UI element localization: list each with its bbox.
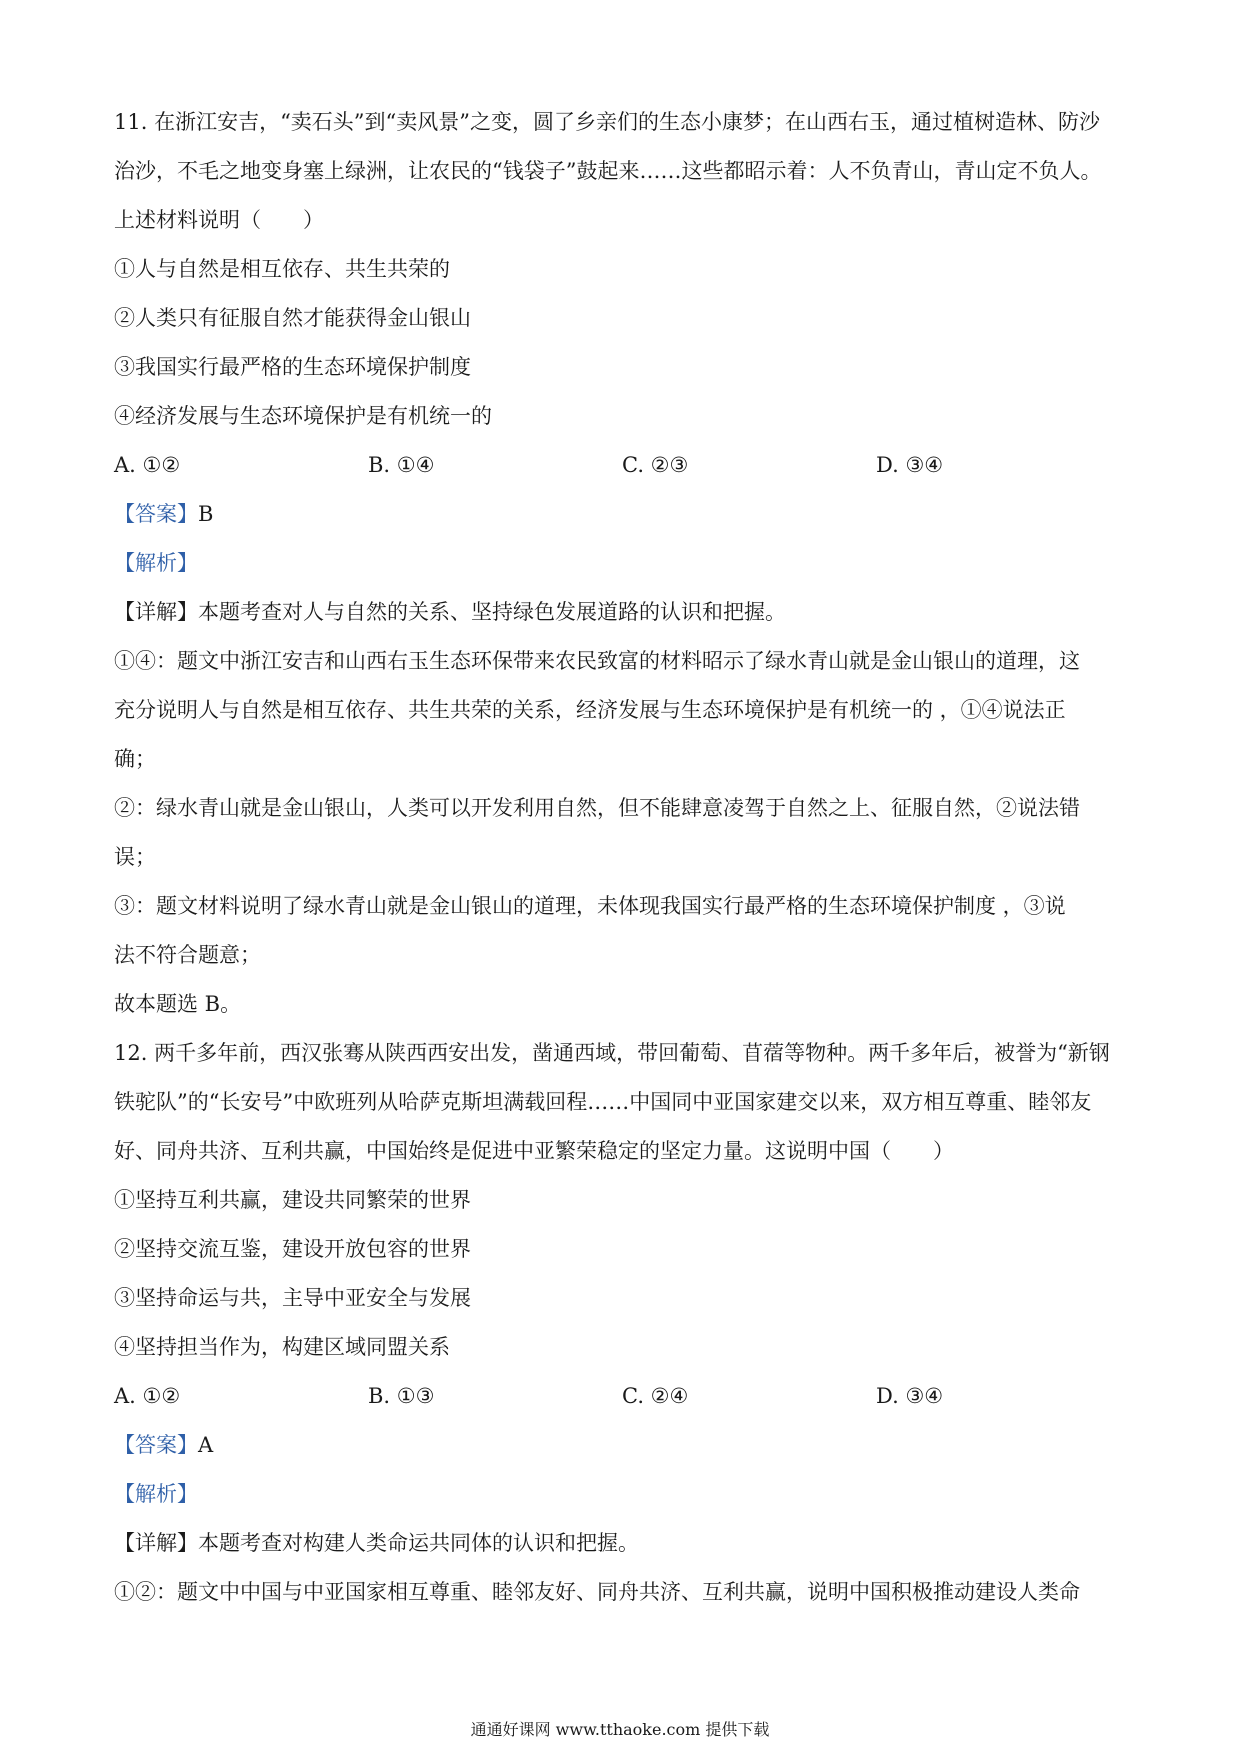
- analysis-tag: 【解析】: [114, 551, 198, 575]
- explanation-line: 确；: [114, 747, 156, 771]
- detail-line: [114, 588, 1134, 637]
- option-a: A. ①②: [114, 453, 181, 477]
- explanation-line: ①②：题文中中国与中亚国家相互尊重、睦邻友好、同舟共济、互利共赢，说明中国积极推动建设人类命: [114, 1580, 1080, 1604]
- answer-value: A: [198, 1433, 214, 1457]
- statement-1: ①人与自然是相互依存、共生共荣的: [114, 257, 450, 281]
- detail-line: [114, 1519, 1134, 1568]
- question-stem-line: 上述材料说明（ ）: [114, 208, 324, 232]
- answer-options: [114, 441, 1134, 490]
- option-d: D. ③④: [876, 1384, 944, 1408]
- statement-2: ②坚持交流互鉴，建设开放包容的世界: [114, 1237, 471, 1261]
- option-a: A. ①②: [114, 1384, 181, 1408]
- answer-options: [114, 1372, 1134, 1421]
- explanation-line: 误；: [114, 845, 156, 869]
- analysis-line: [114, 1470, 1134, 1519]
- explanation-line: ③：题文材料说明了绿水青山就是金山银山的道理，未体现我国实行最严格的生态环境保护制度 ，③说: [114, 894, 1066, 918]
- answer-tag: 【答案】: [114, 1433, 198, 1457]
- page-content: [114, 98, 1134, 1617]
- analysis-line: [114, 539, 1134, 588]
- question-stem-line: 好、同舟共济、互利共赢，中国始终是促进中亚繁荣稳定的坚定力量。这说明中国（ ）: [114, 1139, 954, 1163]
- answer-line: [114, 1421, 1134, 1470]
- question-stem-line: 11. 在浙江安吉，“卖石头”到“卖风景”之变，圆了乡亲们的生态小康梦；在山西右玉，通过植树造林、防沙: [114, 110, 1101, 134]
- answer-line: [114, 490, 1134, 539]
- statement-1: ①坚持互利共赢，建设共同繁荣的世界: [114, 1188, 471, 1212]
- statement-3: ③我国实行最严格的生态环境保护制度: [114, 355, 471, 379]
- question-stem-line: 治沙，不毛之地变身塞上绿洲，让农民的“钱袋子”鼓起来……这些都昭示着：人不负青山，青山定不负人。: [114, 159, 1102, 183]
- option-d: D. ③④: [876, 453, 944, 477]
- page-footer: 通通好课网 www.tthaoke.com 提供下载: [470, 1720, 770, 1739]
- explanation-line: 故本题选 B。: [114, 992, 242, 1016]
- detail-intro: 本题考查对构建人类命运共同体的认识和把握。: [198, 1531, 639, 1555]
- explanation-line: ①④：题文中浙江安吉和山西右玉生态环保带来农民致富的材料昭示了绿水青山就是金山银山的道理，这: [114, 649, 1080, 673]
- option-b: B. ①④: [368, 453, 435, 477]
- question-stem-line: 12. 两千多年前，西汉张骞从陕西西安出发，凿通西域，带回葡萄、苜蓿等物种。两千多年后，被誉为“新钢: [114, 1041, 1110, 1065]
- question-11: [114, 98, 1134, 1029]
- detail-tag: 【详解】: [114, 600, 198, 624]
- explanation-line: 充分说明人与自然是相互依存、共生共荣的关系，经济发展与生态环境保护是有机统一的 ，①④说法正: [114, 698, 1066, 722]
- statement-4: ④坚持担当作为，构建区域同盟关系: [114, 1335, 450, 1359]
- question-12: [114, 1029, 1134, 1617]
- explanation-line: ②：绿水青山就是金山银山，人类可以开发利用自然，但不能肆意凌驾于自然之上、征服自然，②说法错: [114, 796, 1080, 820]
- question-stem-line: 铁驼队”的“长安号”中欧班列从哈萨克斯坦满载回程……中国同中亚国家建交以来，双方相互尊重、睦邻友: [114, 1090, 1092, 1114]
- explanation-line: 法不符合题意；: [114, 943, 261, 967]
- statement-2: ②人类只有征服自然才能获得金山银山: [114, 306, 471, 330]
- detail-tag: 【详解】: [114, 1531, 198, 1555]
- option-c: C. ②④: [622, 1384, 689, 1408]
- answer-value: B: [198, 502, 214, 526]
- answer-tag: 【答案】: [114, 502, 198, 526]
- detail-intro: 本题考查对人与自然的关系、坚持绿色发展道路的认识和把握。: [198, 600, 786, 624]
- analysis-tag: 【解析】: [114, 1482, 198, 1506]
- option-b: B. ①③: [368, 1384, 435, 1408]
- statement-3: ③坚持命运与共，主导中亚安全与发展: [114, 1286, 471, 1310]
- option-c: C. ②③: [622, 453, 689, 477]
- statement-4: ④经济发展与生态环境保护是有机统一的: [114, 404, 492, 428]
